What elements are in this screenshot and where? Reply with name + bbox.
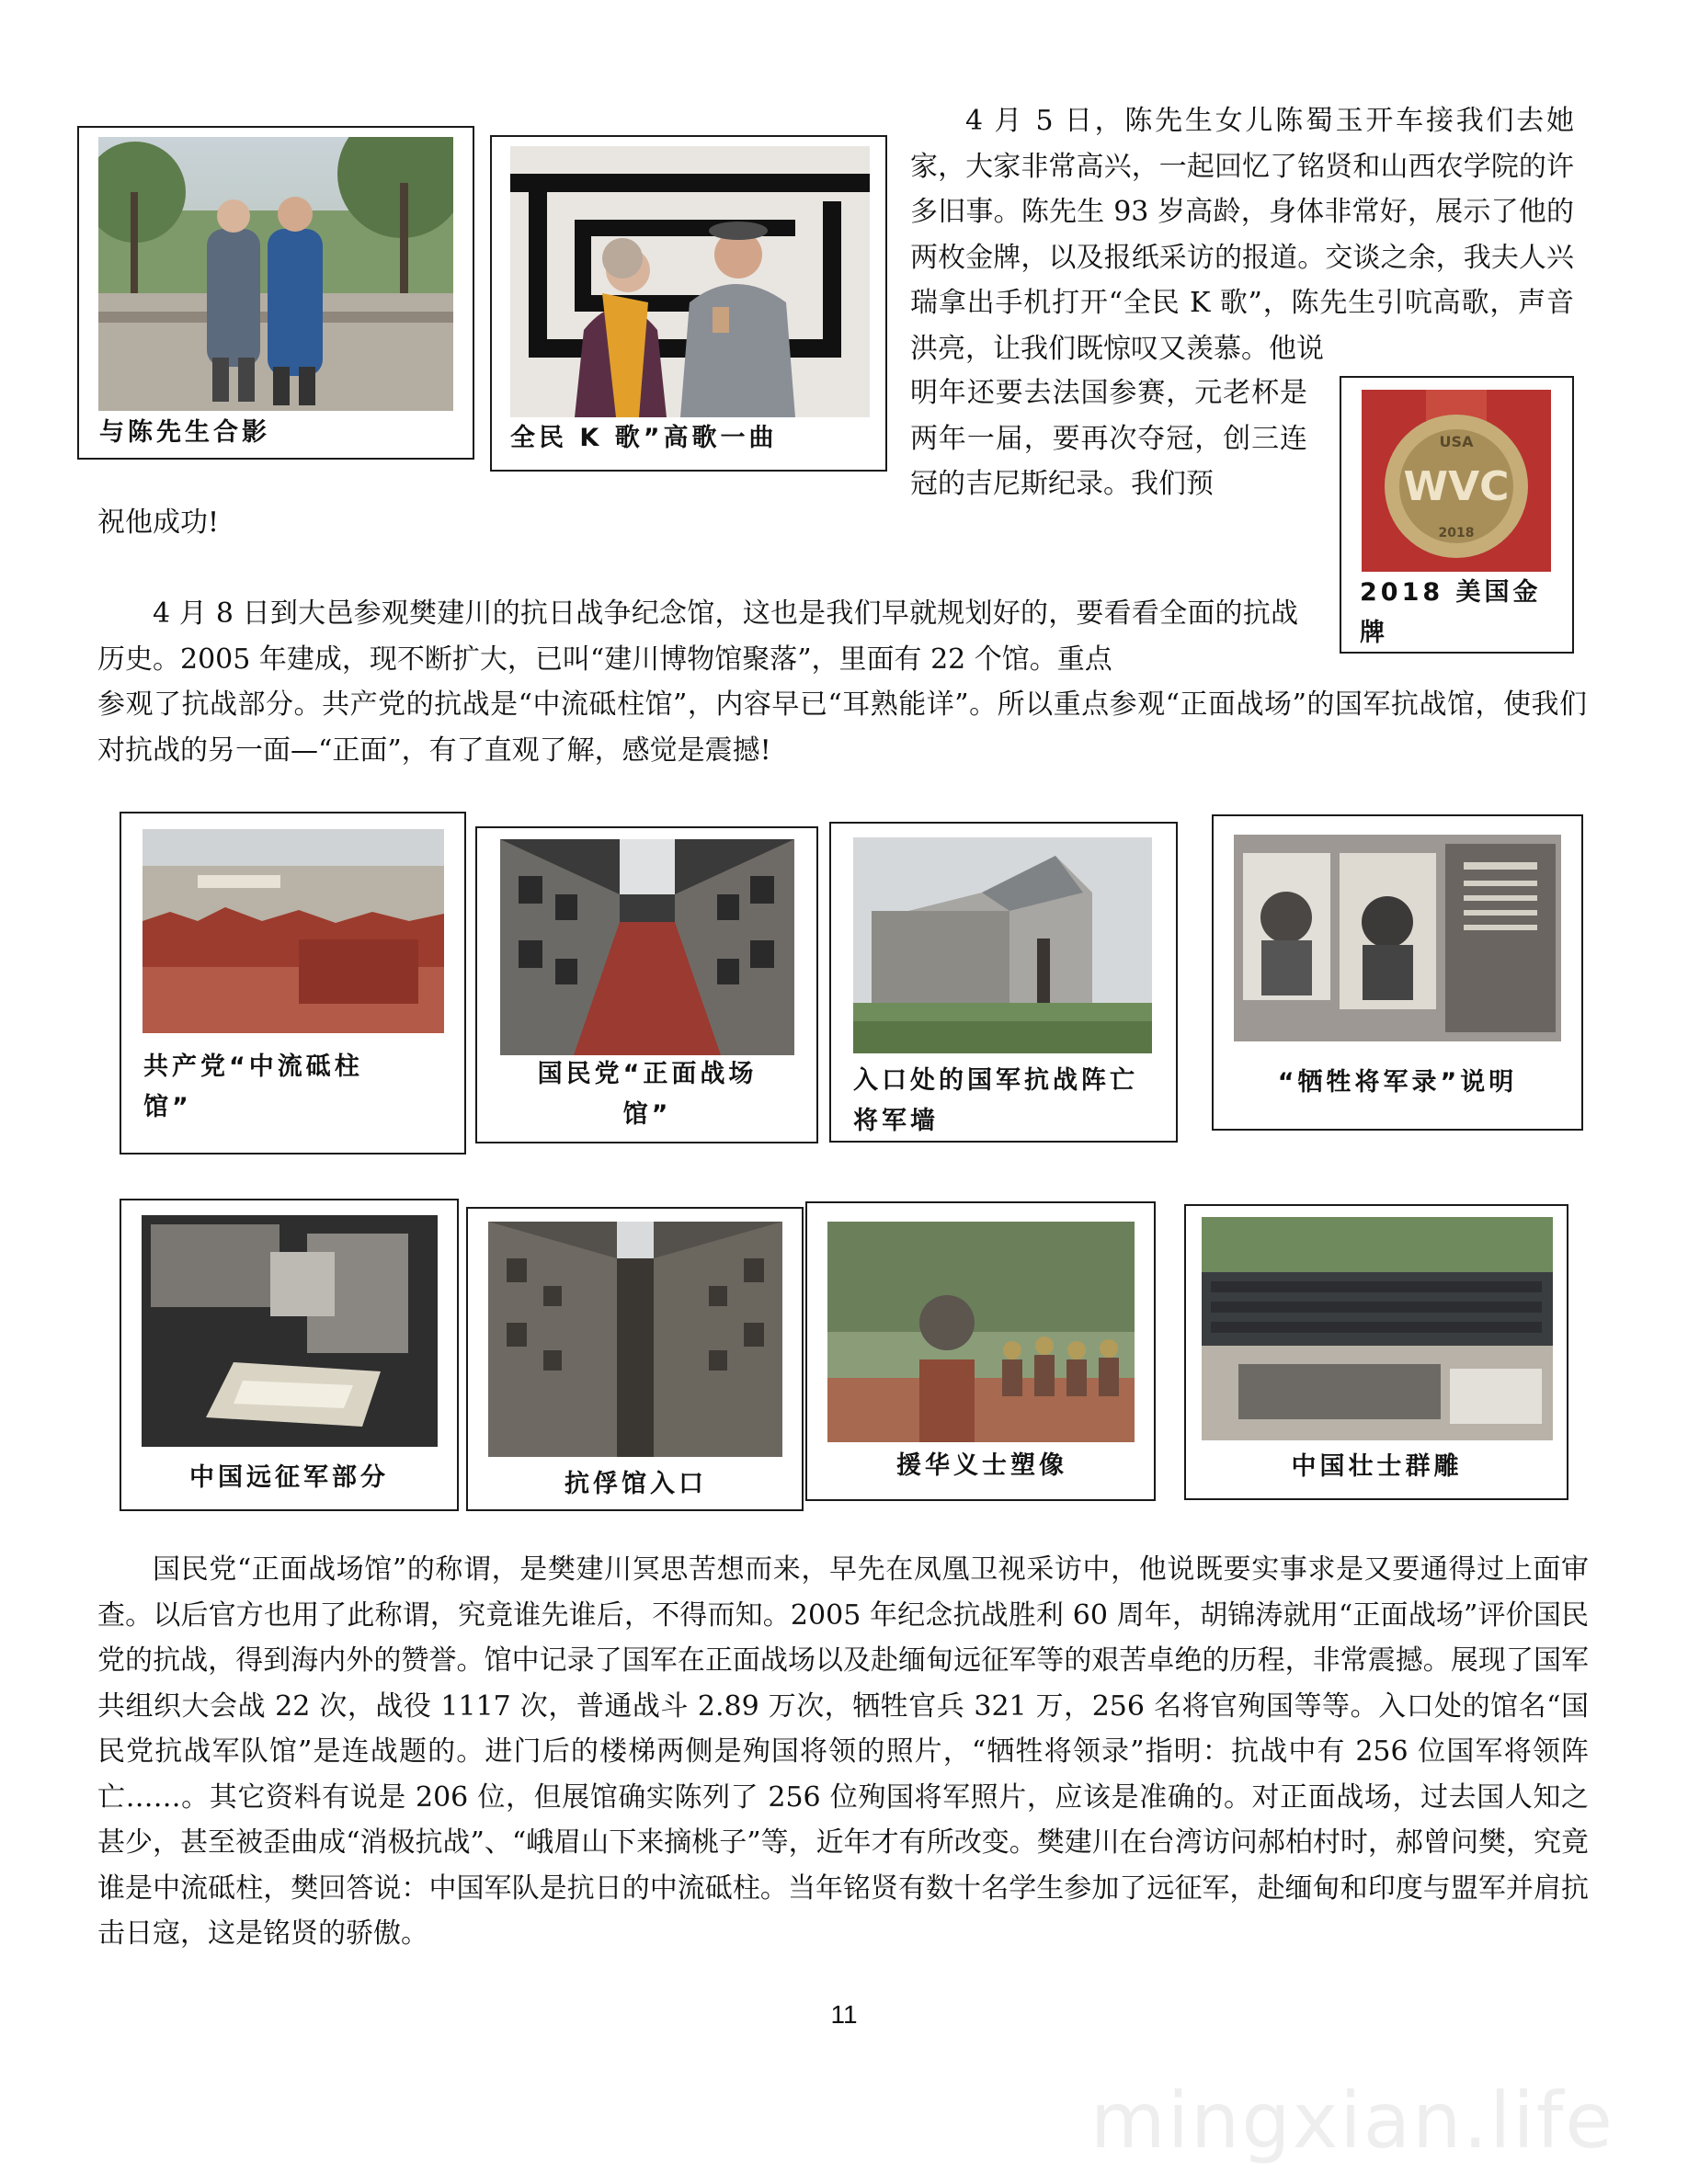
photo-frame-warrior-sculptures [1184, 1204, 1568, 1500]
paragraph-visit-chen-home-end: 祝他成功! [97, 506, 220, 539]
photo-pow-hall-corridor [488, 1222, 782, 1457]
photo-two-men-park [98, 137, 453, 411]
paragraph-frontline-museum: 国民党“正面战场馆”的称谓，是樊建川冥思苦想而来，早先在凤凰卫视采访中，他说既要实事求是又要通得过上面审查。以后官方也用了此称谓，究竟谁先谁后，不得而知。2005 年纪念抗战胜利 60 周年，胡锦涛就用“正面战场”评价国民党的抗战，得到海内外的赞誉。馆中记录了国军在正面战场以及赴缅甸远征军等的艰苦卓绝的历程，非常震撼。展现了国军共组织大会战 22 次，战役 1117 次，普通战斗 2.89 万次，牺牲官兵 321 万，256 名将官殉国等等。入口处的馆名“国民党抗战军队馆”是连战题的。进门后的楼梯两侧是殉国将领的照片，“牺牲将领录”指明：抗战中有 256 位国军将领阵亡……。其它资料有说是 206 位，但展馆确实陈列了 256 位殉国将军照片，应该是准确的。对正面战场，过去国人知之甚少，甚至被歪曲成“消极抗战”、“峨眉山下来摘桃子”等，近年才有所改变。樊建川在台湾访问郝柏村时，郝曾问樊，究竟谁是中流砥柱，樊回答说：中国军队是抗日的中流砥柱。当年铭贤有数十名学生参加了远征军，赴缅甸和印度与盟军并肩抗击日寇，这是铭贤的骄傲。 [97, 1553, 1589, 1950]
caption: “牺牲将军录”说明 [1277, 1068, 1518, 1097]
watermark: mingxian.life [1089, 2076, 1614, 2166]
photo-frame-general-wall [829, 822, 1178, 1143]
paragraph-museum-visit-cont: 参观了抗战部分。共产党的抗战是“中流砥柱馆”，内容早已“耳熟能详”。所以重点参观“正面战场”的国军抗战馆，使我们对抗战的另一面—“正面”，有了直观了解，感觉是震撼! [97, 688, 1587, 767]
paragraph-visit-chen-home: 4 月 5 日，陈先生女儿陈蜀玉开车接我们去她家，大家非常高兴，一起回忆了铭贤和山西农学院的许多旧事。陈先生 93 岁高龄，身体非常好，展示了他的两枚金牌，以及报纸采访的报道。交谈之余，我夫人兴瑞拿出手机打开“全民 K 歌”，陈先生引吭高歌，声音洪亮，让我们既惊叹又羡慕。他说 [910, 105, 1574, 365]
photo-frame-foreign-volunteers [805, 1201, 1156, 1501]
photo-frame-karaoke [490, 135, 887, 472]
photo-museum-building-red-wall [143, 829, 444, 1033]
caption: 共产党“中流砥柱馆” [143, 1052, 363, 1121]
medal-country-text: USA [1439, 433, 1474, 450]
photo-frame-medal [1340, 376, 1574, 654]
photo-frame-zhengmian-zhanchang [475, 826, 818, 1143]
photo-gold-medal [1362, 390, 1551, 572]
photo-staircase-portraits [500, 839, 794, 1055]
caption: 2018 美国金牌 [1360, 578, 1542, 647]
caption: 入口处的国军抗战阵亡将军墙 [853, 1066, 1138, 1135]
caption: 中国壮士群雕 [1291, 1452, 1463, 1481]
photo-frame-sacrifice-record [1212, 814, 1583, 1131]
photo-museum-entrance-statue [853, 837, 1152, 1053]
caption: 抗俘馆入口 [565, 1470, 707, 1498]
caption: 援华义士塑像 [896, 1451, 1067, 1480]
caption: 国民党“正面战场馆” [537, 1060, 758, 1129]
medal-year-text: 2018 [1438, 526, 1475, 540]
page-number: 11 [830, 2000, 858, 2029]
photo-expedition-exhibit [142, 1215, 438, 1447]
photo-generals-portraits-plaque [1234, 835, 1561, 1041]
photo-busts-garden [827, 1222, 1135, 1442]
caption: 全民 K 歌”高歌一曲 [510, 424, 778, 452]
photo-frame-zhongliu-dizhu [120, 812, 466, 1155]
photo-frame-pow-entrance [466, 1207, 804, 1511]
caption: 中国远征军部分 [189, 1463, 389, 1492]
caption: 与陈先生合影 [99, 418, 270, 447]
photo-frame-expedition-army [120, 1199, 459, 1511]
photo-soldier-sculpture-group [1202, 1217, 1553, 1440]
photo-frame-with-mr-chen [77, 126, 474, 460]
photo-couple-singing [510, 146, 870, 417]
paragraph-visit-chen-home-cont: 明年还要去法国参赛，元老杯是两年一届，要再次夺冠，创三连冠的吉尼斯纪录。我们预 [910, 377, 1307, 500]
medal-logo-text: WVC [1403, 463, 1510, 510]
paragraph-museum-visit: 4 月 8 日到大邑参观樊建川的抗日战争纪念馆，这也是我们早就规划好的，要看看全面的抗战历史。2005 年建成，现不断扩大，已叫“建川博物馆聚落”，里面有 22 个馆。重点 [97, 597, 1298, 676]
